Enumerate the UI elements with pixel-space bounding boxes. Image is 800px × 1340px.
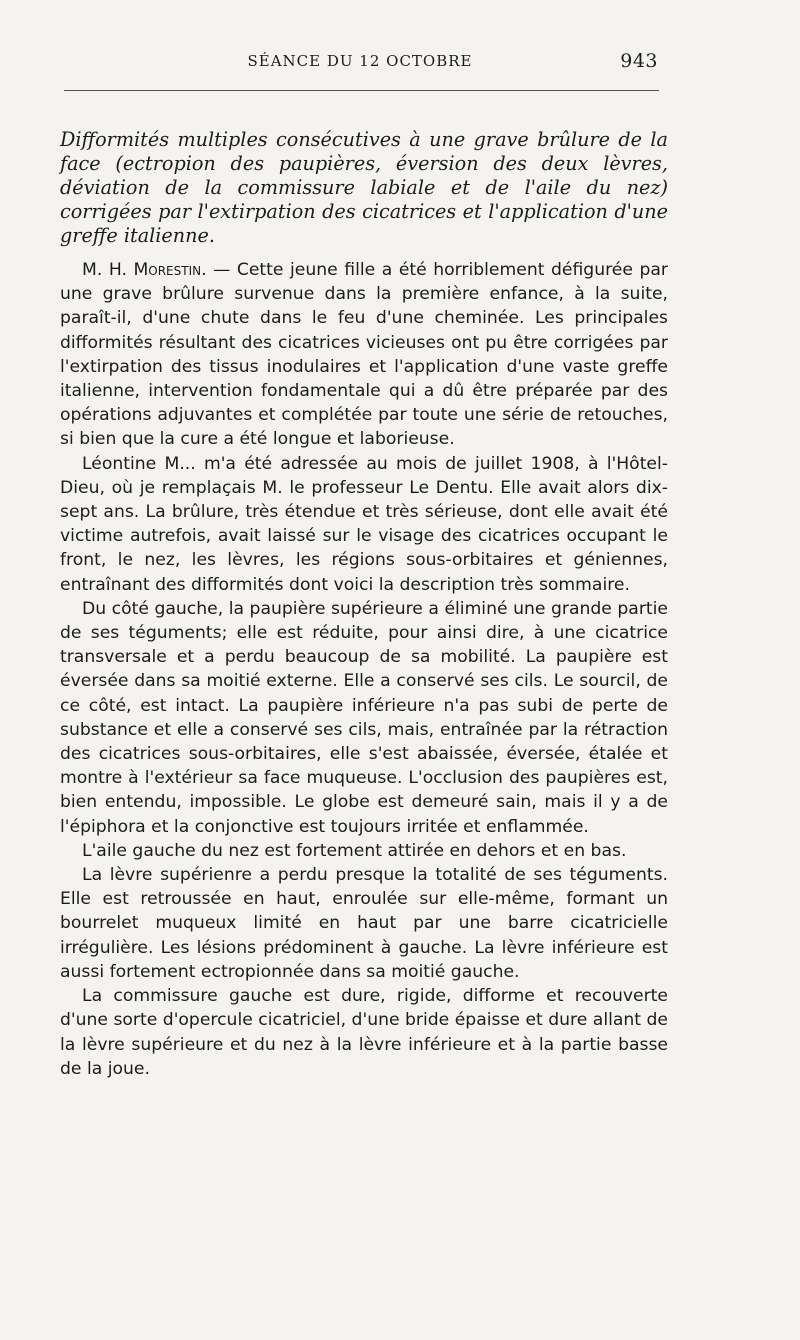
paragraph: La commissure gauche est dure, rigide, difforme et recouverte d'une sorte d'opercule cicatriciel, d'une bride épaisse et dure allant de la lèvre supérieure et du nez à la lèvre inférieure et à la partie basse de la joue. <box>60 986 668 1079</box>
page-number: 943 <box>620 50 658 72</box>
paragraph-text: — Cette jeune fille a été horriblement défigurée par une grave brûlure survenue dans la première enfance, à la suite, paraît-il, d'une chute dans le feu d'une cheminée. Les principales difformités résultant des cicatrices vicieuses ont pu être corrigées par l'extirpation des tissus inodulaires et l'application d'une vaste greffe italienne, intervention fondamentale qui a dû être préparée par des opérations adjuvantes et complétée par toute une série de retouches, si bien que la cure a été longue et laborieuse. <box>60 260 668 450</box>
paragraph <box>60 258 668 452</box>
page-header <box>60 50 660 76</box>
header-rule <box>64 90 659 91</box>
article-title: Difformités multiples consécutives à une grave brûlure de la face (ectropion des paupières, éversion des deux lèvres, déviation de la commissure labiale et de l'aile du nez) corrigées par l'extirpation des cicatrices et l'application d'une greffe italienne. <box>60 128 668 247</box>
paragraph: Du côté gauche, la paupière supérieure a éliminé une grande partie de ses téguments; elle est réduite, pour ainsi dire, à une cicatrice transversale et a perdu beaucoup de sa mobilité. La paupière est éversée dans sa moitié externe. Elle a conservé ses cils. Le sourcil, de ce côté, est intact. La paupière inférieure n'a pas subi de perte de substance et elle a conservé ses cils, mais, entraînée par la rétraction des cicatrices sous-orbitaires, elle s'est abaissée, éversée, étalée et montre à l'extérieur sa face muqueuse. L'occlusion des paupières est, bien entendu, impossible. Le globe est demeuré sain, mais il y a de l'épiphora et la conjonctive est toujours irritée et enflammée. <box>60 598 668 837</box>
running-title: SÉANCE DU 12 OCTOBRE <box>247 52 473 70</box>
paragraph: Léontine M... m'a été adressée au mois de juillet 1908, à l'Hôtel-Dieu, où je remplaçais M. le professeur Le Dentu. Elle avait alors dix-sept ans. La brûlure, très étendue et très sérieuse, dont elle avait été victime autrefois, avait laissé sur le visage des cicatrices occupant le front, le nez, les lèvres, les régions sous-orbitaires et géniennes, entraînant des difformités dont voici la description très sommaire. <box>60 453 668 595</box>
article-body <box>60 258 668 1081</box>
paragraph: La lèvre supérienre a perdu presque la totalité de ses téguments. Elle est retroussée en haut, enroulée sur elle-même, formant un bourrelet muqueux limité en haut par une barre cicatricielle irrégulière. Les lésions prédominent à gauche. La lèvre inférieure est aussi fortement ectropionnée dans sa moitié gauche. <box>60 865 668 982</box>
paragraph: L'aile gauche du nez est fortement attirée en dehors et en bas. <box>82 840 627 861</box>
author-name: M. H. Morestin. <box>82 260 207 280</box>
